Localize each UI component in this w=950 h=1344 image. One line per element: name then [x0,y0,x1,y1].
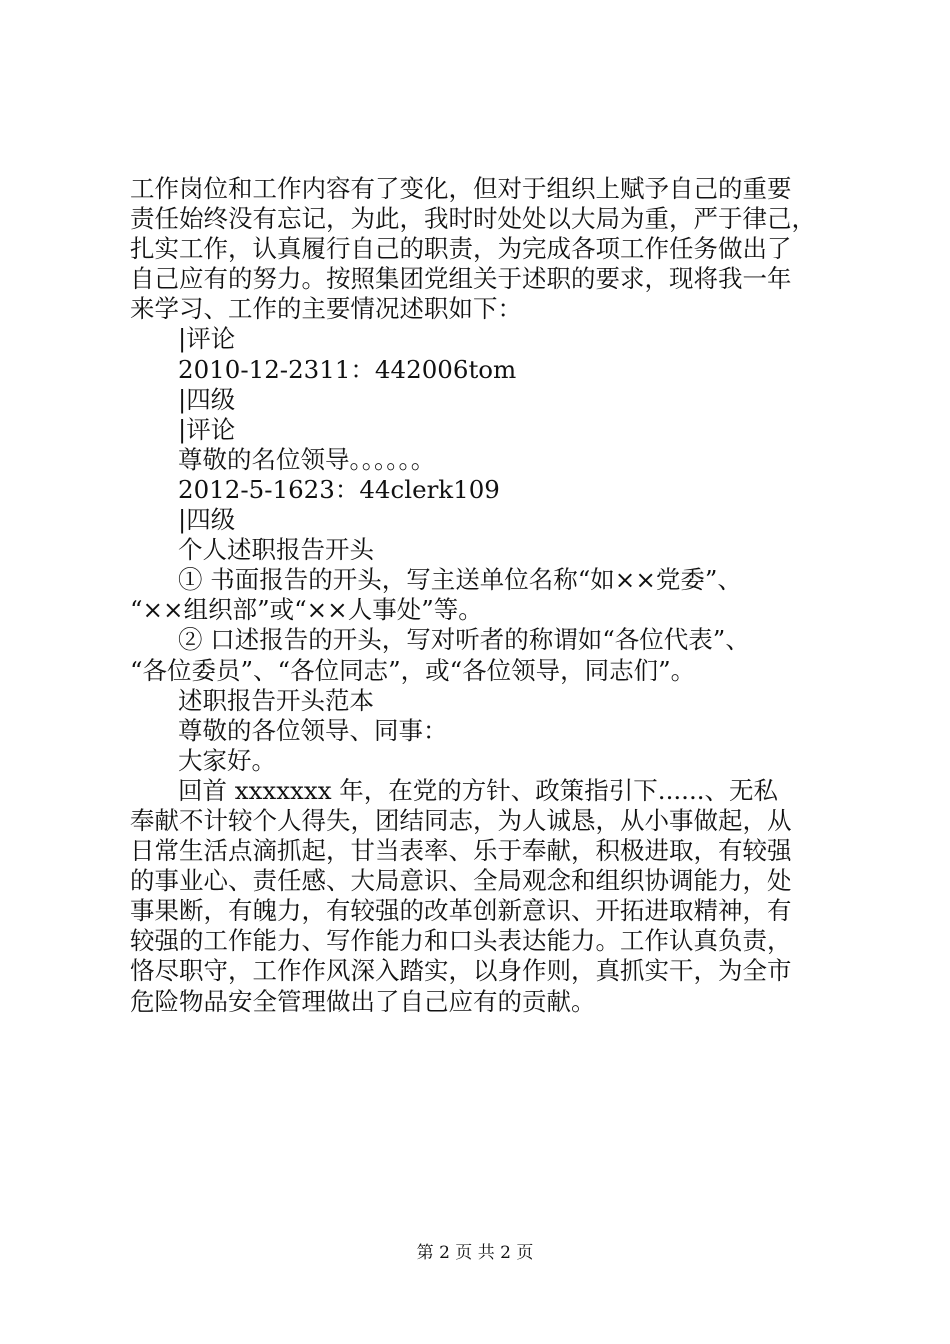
text-line: 责任始终没有忘记，为此，我时时处处以大局为重，严于律己， [130,204,816,234]
text-line: “××组织部”或“××人事处”等。 [130,595,483,625]
text-line: |四级 [178,384,236,414]
text-line: 2010-12-2311：442006tom [178,354,517,384]
text-line: 自己应有的努力。按照集团党组关于述职的要求，现将我一年 [130,264,792,294]
text-line: 个人述职报告开头 [178,535,374,565]
text-line: 工作岗位和工作内容有了变化，但对于组织上赋予自己的重要 [130,174,792,203]
text-line: 较强的工作能力、写作能力和口头表达能力。工作认真负责， [130,926,792,956]
text-line: 扎实工作，认真履行自己的职责，为完成各项工作任务做出了 [130,234,792,264]
text-line: 尊敬的名位领导。。。。。。 [178,444,436,474]
text-line: 的事业心、责任感、大局意识、全局观念和组织协调能力，处 [130,866,792,896]
text-line: 危险物品安全管理做出了自己应有的贡献。 [130,986,596,1016]
text-line: ① 书面报告的开头，写主送单位名称“如××党委”、 [178,565,742,595]
text-line: 述职报告开头范本 [178,685,374,715]
text-line: |四级 [178,505,236,535]
text-line: 恪尽职守，工作作风深入踏实，以身作则，真抓实干，为全市 [130,956,792,986]
text-line: 尊敬的各位领导、同事： [178,715,448,745]
text-line: 来学习、工作的主要情况述职如下： [130,294,522,324]
text-line: 事果断，有魄力，有较强的改革创新意识、开拓进取精神，有 [130,896,792,926]
page-footer: 第 2 页 共 2 页 [416,1243,534,1263]
text-line: 回首 xxxxxxx 年，在党的方针、政策指引下......、无私 [178,775,779,805]
text-line: 2012-5-1623：44clerk109 [178,474,500,504]
text-line: 大家好。 [178,745,276,775]
text-line: 日常生活点滴抓起，甘当表率、乐于奉献，积极进取，有较强 [130,836,792,866]
text-line: “各位委员”、“各位同志”，或“各位领导，同志们”。 [130,655,696,685]
text-line: 奉献不计较个人得失，团结同志，为人诚恳，从小事做起，从 [130,805,792,835]
text-line: ② 口述报告的开头，写对听者的称谓如“各位代表”、 [178,625,750,655]
text-line: |评论 [178,324,236,354]
document-body [130,174,830,1017]
text-line: |评论 [178,414,236,444]
